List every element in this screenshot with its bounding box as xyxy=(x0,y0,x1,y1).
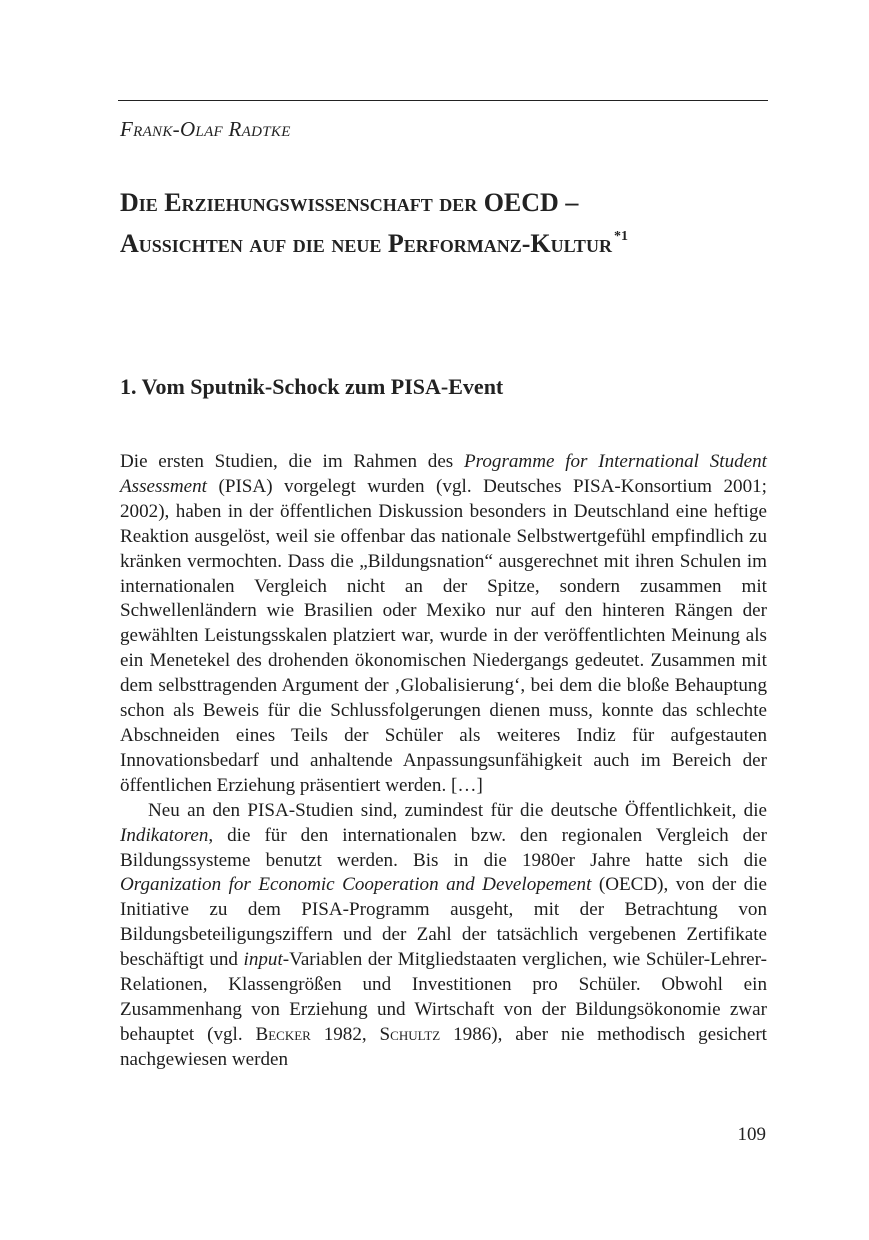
chapter-title-line-2-text: Aussichten auf die neue Performanz-Kultur xyxy=(120,229,612,258)
paragraph-2 xyxy=(120,799,767,1073)
title-footnote-mark[interactable]: *1 xyxy=(613,229,628,244)
paragraph-2-text: (OECD), von der die Initiative zu dem PISA-Programm ausgeht, mit der Betrachtung von Bildungsbeteiligungsziffern und der Zahl der tatsächlich vergebenen Zertifikate beschäftigt und xyxy=(120,874,767,971)
paragraph-2-text: -Variablen der Mitgliedstaaten verglichen, wie Schüler-Lehrer-Relationen, Klassengrößen und Investitionen pro Schüler. Obwohl ein Zusammenhang von Erziehung und Wirtschaft von der Bildungsökonomie zwar behauptet (vgl. xyxy=(120,949,767,1045)
page-number: 109 xyxy=(737,1124,766,1145)
paragraph-2-text: , die für den internationalen bzw. den regionalen Vergleich der Bildungssysteme benutzt werden. Bis in die 1980er Jahre hatte sich die xyxy=(120,824,767,871)
paragraph-2-text: 1986), aber nie methodisch gesichert nachgewiesen werden xyxy=(120,1023,767,1070)
author-name: Frank-Olaf Radtke xyxy=(120,117,291,141)
paragraph-2-text: 1982, xyxy=(310,1023,380,1045)
paragraph-1-text: Die ersten Studien, die im Rahmen des xyxy=(120,451,464,472)
paragraph-2-text: Neu an den PISA-Studien sind, zumindest für die deutsche Öffentlichkeit, die xyxy=(148,799,767,821)
section-heading: 1. Vom Sputnik-Schock zum PISA-Event xyxy=(120,374,504,399)
paragraph-1 xyxy=(120,450,767,799)
header-rule xyxy=(118,100,768,101)
indikatoren-italic: Indikatoren xyxy=(120,824,209,846)
paragraph-1-text: (PISA) vorgelegt wurden (vgl. Deutsches PISA-Konsortium 2001; 2002), haben in der öffentlichen Diskussion besonders in Deutschland eine heftige Reaktion ausgelöst, weil sie offenbar das nationale Selbstwertgefühl empfindlich zu kränken vermochten. Dass die „Bildungsnation“ ausgerechnet mit ihren Schulen im internationalen Vergleich nicht an der Spitze, sondern zusammen mit Schwellenländern wie Brasilien oder Mexiko nur auf den hinteren Rängen der gewählten Leistungsskalen platziert war, wurde in der veröffentlichten Meinung als ein Menetekel des drohenden ökonomischen Niedergangs gedeutet. Zusammen mit dem selbsttragenden Argument der ‚Globalisierung‘, bei dem die bloße Behauptung schon als Beweis für die Schlussfolgerungen dienen muss, konnte das schlechte Abschneiden eines Teils der Schüler als weiteres Indiz für aufgestauten Innovationsbedarf und anhaltende Anpassungsunfähigkeit auch im Bereich der öffentlichen Erziehung präsentiert werden. […] xyxy=(120,475,767,796)
body-text xyxy=(120,450,767,1073)
input-italic: input xyxy=(243,949,283,971)
chapter-title-line-1: Die Erziehungswissenschaft der OECD – xyxy=(120,188,579,217)
chapter-title-line-2 xyxy=(120,220,780,261)
chapter-title xyxy=(120,186,780,261)
programme-title-italic: Programme for International Student Assessment xyxy=(120,451,767,497)
citation-author-becker: Becker xyxy=(255,1023,311,1045)
citation-author-schultz: Schultz xyxy=(379,1023,441,1045)
organization-name-italic: Organization for Economic Cooperation and Developement xyxy=(120,874,592,896)
